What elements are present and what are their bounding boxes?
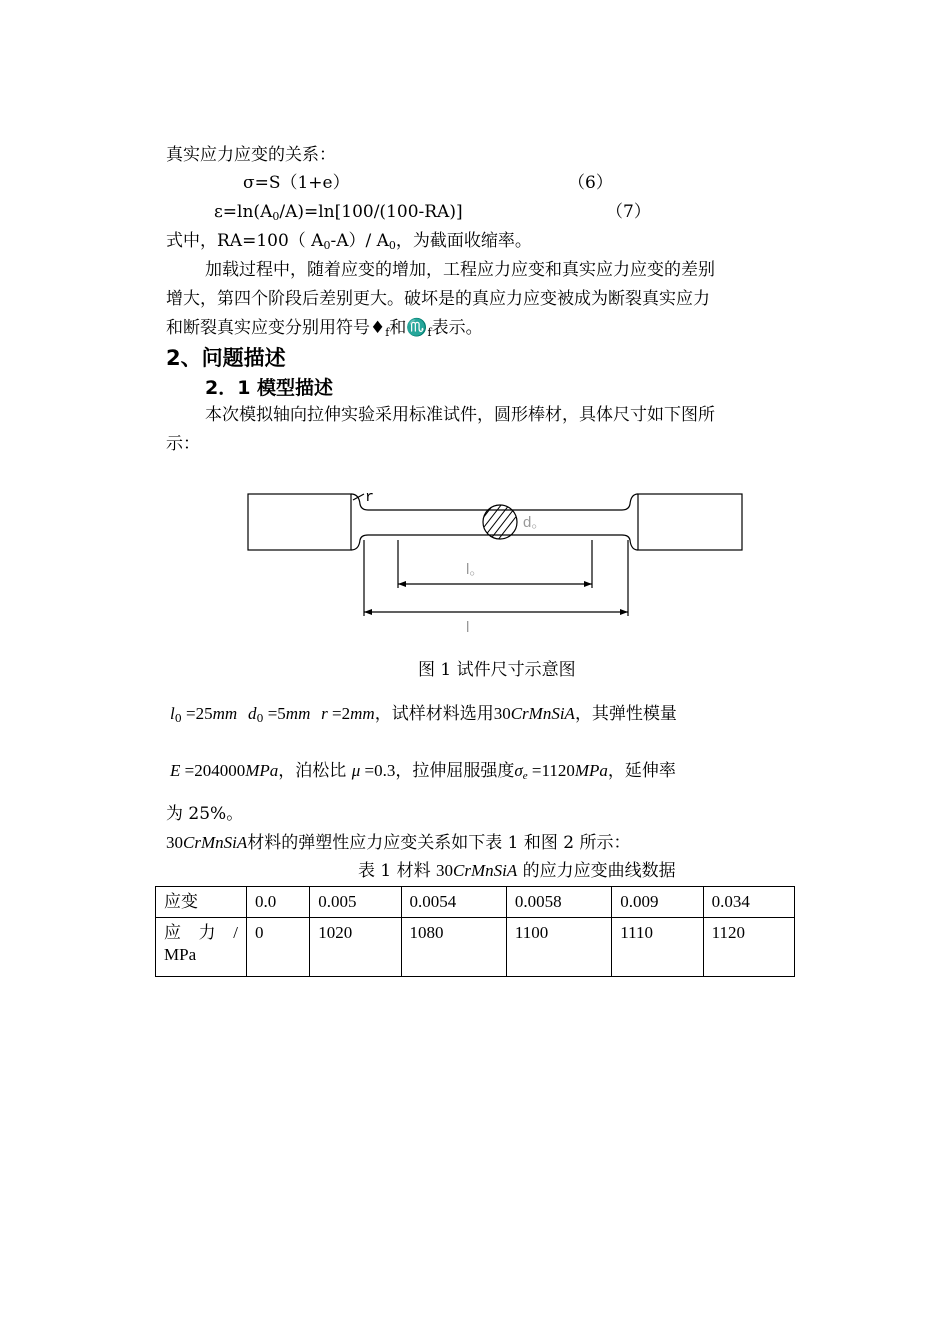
specimen-bottom-outline <box>351 535 638 550</box>
table-caption: 表 1 材料 30CrMnSiA 的应力应变曲线数据 <box>358 861 676 881</box>
curve-intro: 30CrMnSiA材料的弹塑性应力应变关系如下表 1 和图 2 所示： <box>166 833 631 853</box>
section-heading-2-1: 2．1 模型描述 <box>205 377 334 399</box>
stress-cell: 1120 <box>703 918 794 977</box>
elongation-value: 为 25%。 <box>166 804 244 824</box>
equation-7-number: （7） <box>606 202 651 222</box>
dimensions-line: $l_0 =25mm$ $d_0 =5mm$ r =2mm，试样材料选用30CrMnSiA，其弹性模量 <box>170 704 677 725</box>
strain-cell: 0.034 <box>703 887 794 918</box>
stress-cell: 0 <box>247 918 310 977</box>
strain-header: 应变 <box>156 887 247 918</box>
equation-6-number: （6） <box>568 173 613 193</box>
strain-cell: 0.005 <box>310 887 401 918</box>
diameter-label: d。 <box>523 514 547 531</box>
figure-caption: 图 1 试件尺寸示意图 <box>418 660 576 680</box>
total-length-label: l <box>466 619 470 636</box>
strain-cell: 0.0054 <box>401 887 506 918</box>
specimen-diagram <box>245 488 745 638</box>
equation-7: $\varepsilon=\ln(A_0/A)=\ln[100/(100-RA)]$ <box>214 202 463 223</box>
stress-cell: 1110 <box>612 918 703 977</box>
paragraph-1-line-2: 增大，第四个阶段后差别更大。破坏是的真应力应变被成为断裂真实应力 <box>166 289 710 309</box>
symbol-epsilon-f: ♏ <box>406 318 428 338</box>
specimen-top-outline <box>351 494 638 510</box>
strain-row <box>156 887 795 918</box>
section-heading-2: 2、问题描述 <box>166 346 286 370</box>
gauge-length-label: l。 <box>466 561 485 578</box>
paragraph-1-line-3: 和断裂真实应变分别用符号$♦_f$和$♏_f$表示。 <box>166 318 483 339</box>
equation-6: σ=S（1+e） <box>243 173 350 193</box>
stress-cell: 1080 <box>401 918 506 977</box>
strain-cell: 0.0058 <box>506 887 611 918</box>
stress-row <box>156 918 795 977</box>
properties-line: E =204000MPa，泊松比 μ =0.3，拉伸屈服强度$\sigma_e =1120MPa$，延伸率 <box>170 761 676 782</box>
ra-definition: 式中，RA=100（ $A_0-A)/$ $A_0$，为截面收缩率。 <box>166 231 532 252</box>
stress-strain-table <box>155 886 795 977</box>
stress-cell: 1100 <box>506 918 611 977</box>
right-grip <box>638 494 742 550</box>
radius-label: r <box>365 489 375 506</box>
strain-cell: 0.009 <box>612 887 703 918</box>
left-grip <box>248 494 351 550</box>
paragraph-1-line-1: 加载过程中，随着应变的增加，工程应力应变和真实应力应变的差别 <box>205 260 715 280</box>
stress-header: 应 力 / MPa <box>156 918 247 977</box>
symbol-sigma-f: ♦ <box>370 318 386 338</box>
stress-cell: 1020 <box>310 918 401 977</box>
strain-cell: 0.0 <box>247 887 310 918</box>
intro-text: 真实应力应变的关系： <box>166 145 336 165</box>
paragraph-2-line-2: 示： <box>166 434 200 454</box>
paragraph-2-line-1: 本次模拟轴向拉伸实验采用标准试件，圆形棒材，具体尺寸如下图所 <box>205 405 715 425</box>
